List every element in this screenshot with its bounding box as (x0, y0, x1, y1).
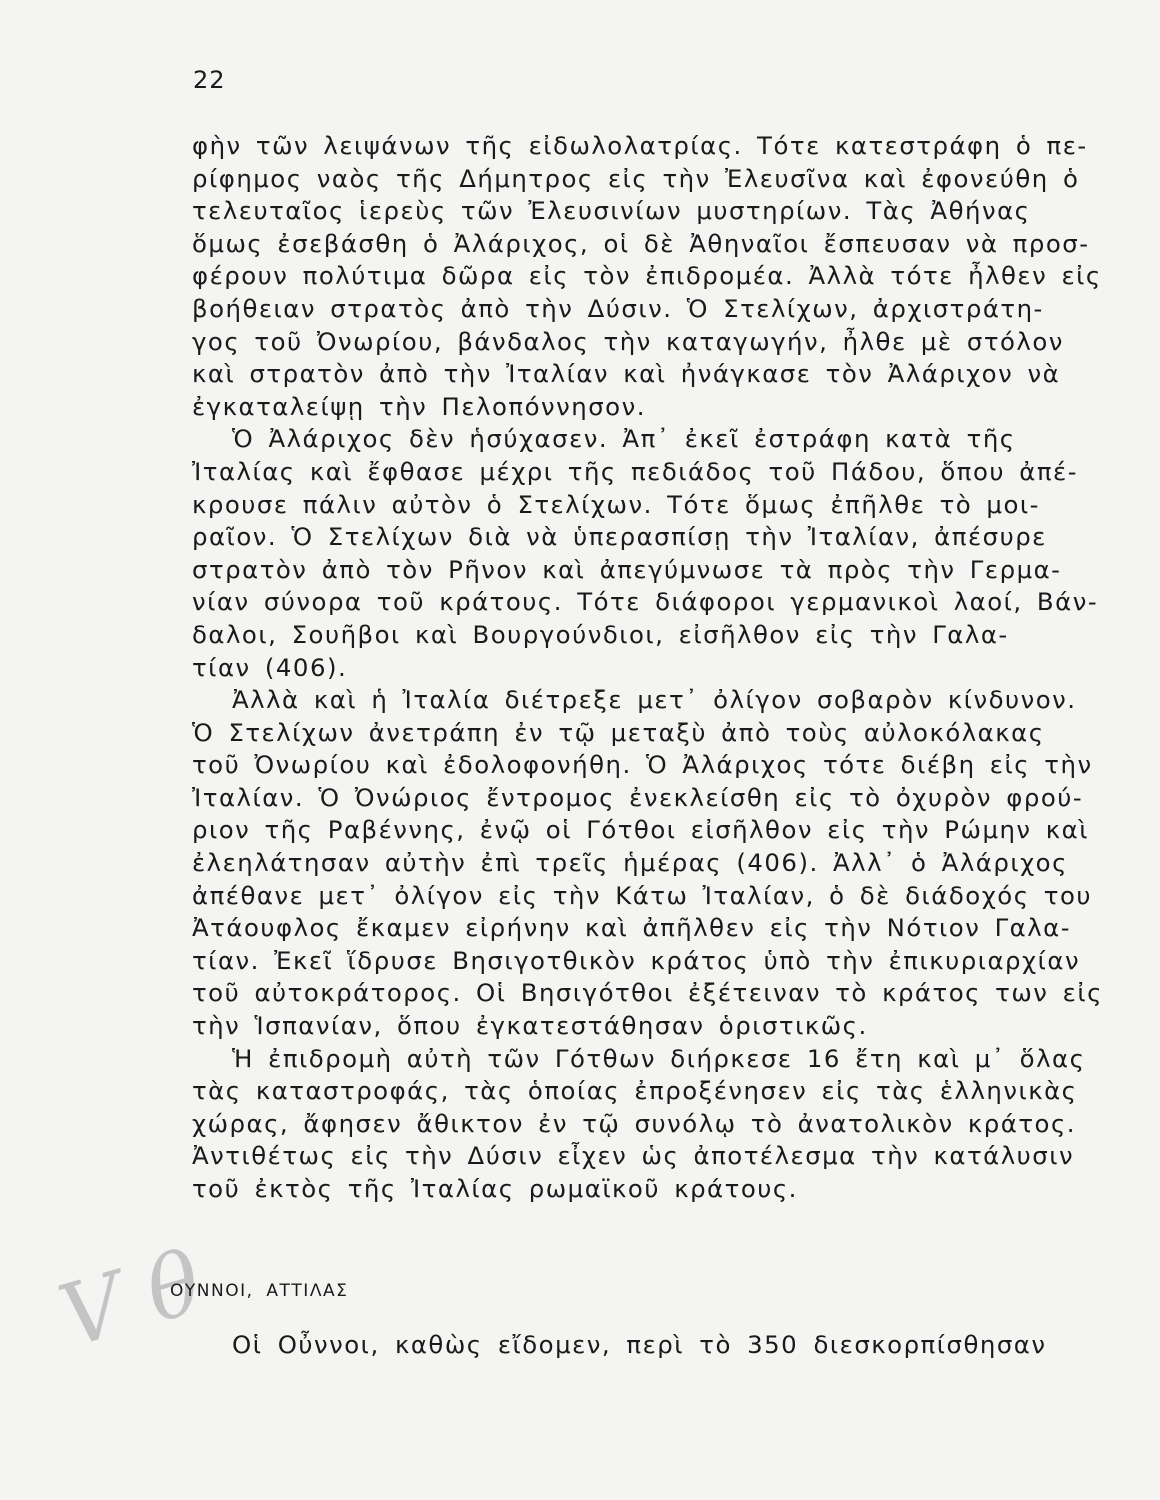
text-line: ἐγκαταλείψῃ τὴν Πελοπόννησον. (192, 391, 646, 421)
text-line: νίαν σύνορα τοῦ κράτους. Τότε διάφοροι γερμανικοὶ λαοί, Βάν- (192, 587, 1099, 617)
text-line: στρατὸν ἀπὸ τὸν Ρῆνον καὶ ἀπεγύμνωσε τὰ πρὸς τὴν Γερμα- (192, 554, 1062, 584)
text-line: δαλοι, Σουῆβοι καὶ Βουργούνδιοι, εἰσῆλθον εἰς τὴν Γαλα- (192, 619, 1009, 649)
section-first-line: Οἱ Οὖννοι, καθὼς εἴδομεν, περὶ τὸ 350 διεσκορπίσθησαν (232, 1330, 1047, 1359)
text-line: βοήθειαν στρατὸς ἀπὸ τὴν Δύσιν. Ὁ Στελίχων, ἀρχιστράτη- (192, 293, 1044, 323)
text-line: τίαν. Ἐκεῖ ἵδρυσε Βησιγοτθικὸν κράτος ὑπὸ τὴν ἐπικυριαρχίαν (192, 945, 1081, 975)
text-line: ἀπέθανε μετ᾿ ὀλίγον εἰς τὴν Κάτω Ἰταλίαν, ὁ δὲ διάδοχός του (192, 880, 1093, 910)
section-heading: ΟΥΝΝΟΙ, ΑΤΤΙΛΑΣ (170, 1281, 349, 1301)
text-line: κρουσε πάλιν αὐτὸν ὁ Στελίχων. Τότε ὅμως ἐπῆλθε τὸ μοι- (192, 489, 1040, 519)
text-line: ρίφημος ναὸς τῆς Δήμητρος εἰς τὴν Ἐλευσῖνα καὶ ἐφονεύθη ὁ (192, 163, 1080, 193)
text-line: τοῦ Ὀνωρίου καὶ ἐδολοφονήθη. Ὁ Ἀλάριχος τότε διέβη εἰς τὴν (192, 750, 1093, 780)
text-line: ὅμως ἐσεβάσθη ὁ Ἀλάριχος, οἱ δὲ Ἀθηναῖοι ἔσπευσαν νὰ προσ- (192, 228, 1090, 258)
text-line: τὴν Ἱσπανίαν, ὅπου ἐγκατεστάθησαν ὁριστικῶς. (192, 1011, 868, 1041)
text-line: τίαν (406). (192, 652, 348, 682)
text-line: καὶ στρατὸν ἀπὸ τὴν Ἰταλίαν καὶ ἠνάγκασε τὸν Ἀλάριχον νὰ (192, 359, 1061, 389)
text-line: γος τοῦ Ὀνωρίου, βάνδαλος τὴν καταγωγήν, ἦλθε μὲ στόλον (192, 326, 1064, 356)
paragraph-first-line: Ἡ ἐπιδρομὴ αὐτὴ τῶν Γότθων διήρκεσε 16 ἔτη καὶ μ᾿ ὅλας (232, 1043, 1086, 1073)
text-line: φέρουν πολύτιμα δῶρα εἰς τὸν ἐπιδρομέα. Ἀλλὰ τότε ἦλθεν εἰς (192, 261, 1102, 291)
text-line: τοῦ ἐκτὸς τῆς Ἰταλίας ρωμαϊκοῦ κράτους. (192, 1174, 798, 1203)
text-line: Ἰταλίας καὶ ἔφθασε μέχρι τῆς πεδιάδος τοῦ Πάδου, ὅπου ἀπέ- (192, 456, 1079, 486)
body-text (192, 130, 1132, 1206)
paragraph-first-line: Ὁ Ἀλάριχος δὲν ἡσύχασεν. Ἀπ᾿ ἐκεῖ ἐστράφη κατὰ τῆς (232, 424, 1016, 454)
text-line: Ἀτάουφλος ἔκαμεν εἰρήνην καὶ ἀπῆλθεν εἰς τὴν Νότιον Γαλα- (192, 913, 1072, 943)
text-line: ραῖον. Ὁ Στελίχων διὰ νὰ ὑπερασπίσῃ τὴν Ἰταλίαν, ἀπέσυρε (192, 522, 1047, 552)
text-line: χώρας, ἄφησεν ἄθικτον ἐν τῷ συνόλῳ τὸ ἀνατολικὸν κράτος. (192, 1108, 1077, 1138)
text-line: Ἰταλίαν. Ὁ Ὀνώριος ἔντρομος ἐνεκλείσθη εἰς τὸ ὀχυρὸν φρού- (192, 782, 1084, 812)
text-line: Ἀντιθέτως εἰς τὴν Δύσιν εἶχεν ὡς ἀποτέλεσμα τὴν κατάλυσιν (192, 1141, 1075, 1171)
text-line: τελευταῖος ἱερεὺς τῶν Ἐλευσινίων μυστηρίων. Τὰς Ἀθήνας (192, 196, 1031, 226)
text-line: Ὁ Στελίχων ἀνετράπη ἐν τῷ μεταξὺ ἀπὸ τοὺς αὐλοκόλακας (192, 717, 1045, 747)
text-line: ριον τῆς Ραβέννης, ἐνῷ οἱ Γότθοι εἰσῆλθον εἰς τὴν Ρώμην καὶ (192, 815, 1090, 845)
text-line: φὴν τῶν λειψάνων τῆς εἰδωλολατρίας. Τότε κατεστράφη ὁ πε- (192, 131, 1088, 160)
text-line: ἐλεηλάτησαν αὐτὴν ἐπὶ τρεῖς ἡμέρας (406). Ἀλλ᾿ ὁ Ἀλάριχος (192, 848, 1068, 878)
paragraph-first-line: Ἀλλὰ καὶ ἡ Ἰταλία διέτρεξε μετ᾿ ὀλίγον σοβαρὸν κίνδυνον. (232, 685, 1077, 715)
text-line: τὰς καταστροφάς, τὰς ὁποίας ἐπροξένησεν εἰς τὰς ἑλληνικὰς (192, 1076, 1078, 1106)
text-line: τοῦ αὐτοκράτορος. Οἱ Βησιγότθοι ἐξέτειναν τὸ κράτος των εἰς (192, 978, 1103, 1008)
handwritten-margin-note: V θ (48, 1232, 213, 1368)
page-number: 22 (193, 66, 226, 94)
